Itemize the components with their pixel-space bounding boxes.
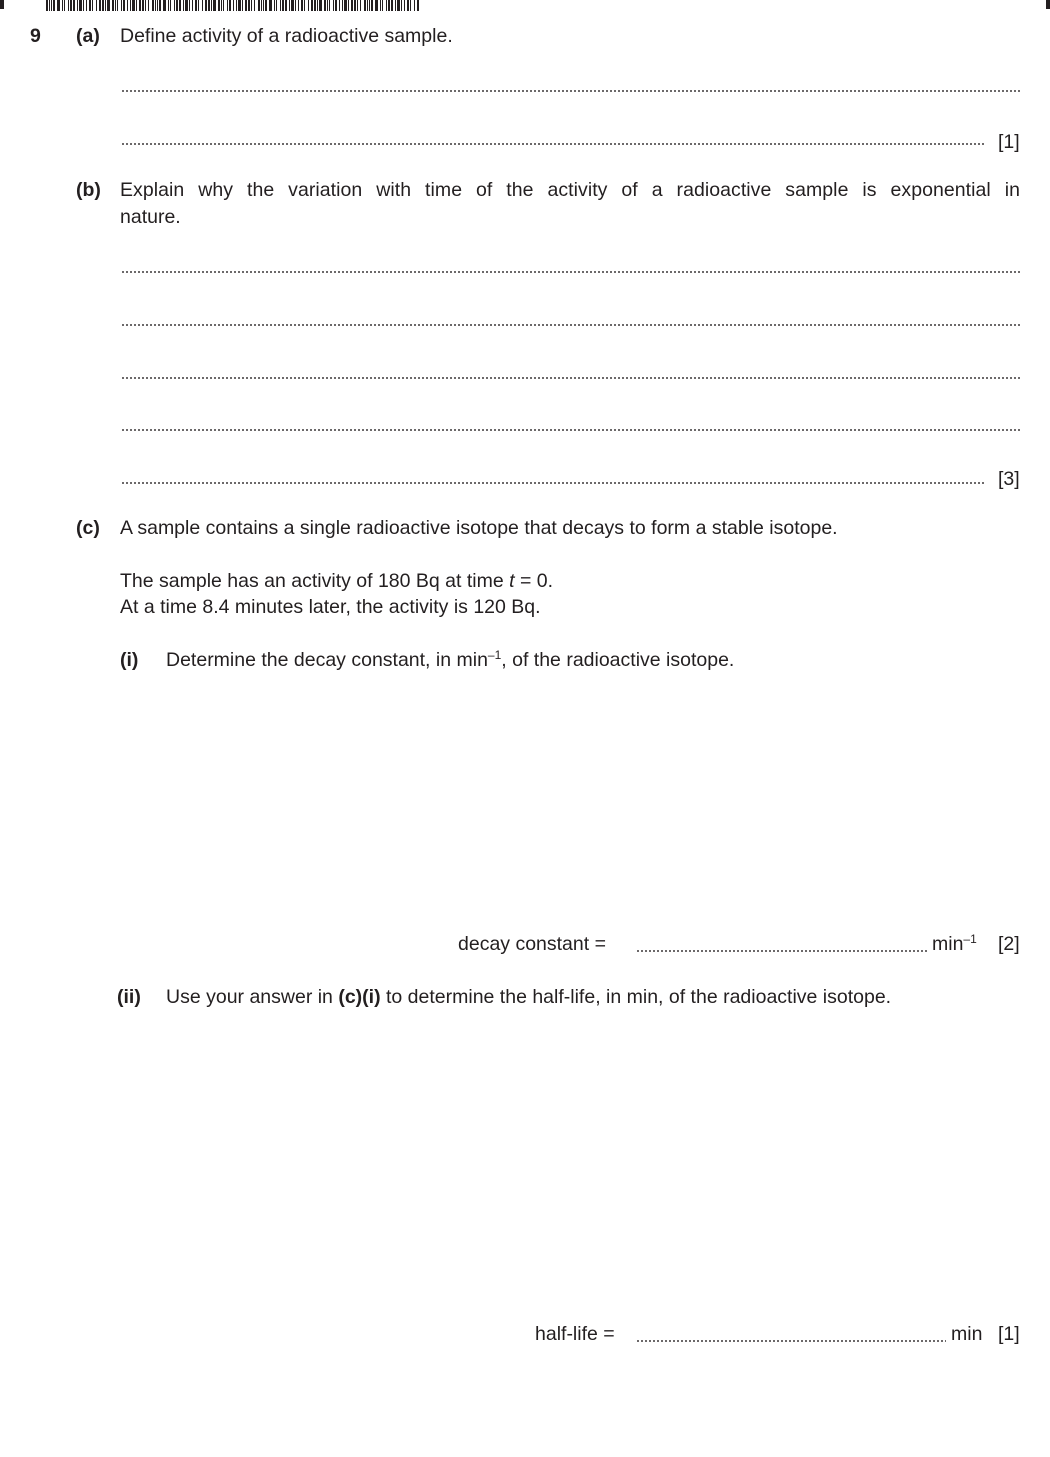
part-b-answer-line-1[interactable] bbox=[121, 271, 1020, 273]
half-life-label: half-life = bbox=[535, 1323, 615, 1345]
part-b-marks: [3] bbox=[998, 468, 1020, 490]
sub-ii-text-post: to determine the half-life, in min, of the radioactive isotope. bbox=[380, 986, 892, 1008]
part-c-label: (c) bbox=[76, 517, 100, 539]
sub-ii-marks: [1] bbox=[998, 1323, 1020, 1345]
sub-i-question bbox=[166, 648, 735, 671]
part-b-question-line-2: nature. bbox=[120, 206, 181, 228]
info-line-1-post: = 0. bbox=[514, 570, 554, 592]
unit-min: min bbox=[932, 933, 964, 955]
decay-constant-answer-line[interactable] bbox=[636, 950, 928, 952]
sub-i-text-post: , of the radioactive isotope. bbox=[501, 649, 735, 671]
unit-sup: –1 bbox=[963, 932, 977, 946]
part-b-answer-line-5[interactable] bbox=[121, 482, 984, 484]
info-line-1-pre: The sample has an activity of 180 Bq at time bbox=[120, 570, 510, 592]
sub-ii-label: (ii) bbox=[117, 986, 141, 1008]
barcode bbox=[46, 0, 420, 11]
sub-i-text-pre: Determine the decay constant, in min bbox=[166, 649, 488, 671]
part-a-question: Define activity of a radioactive sample. bbox=[120, 25, 453, 47]
part-b-answer-line-2[interactable] bbox=[121, 324, 1020, 326]
registration-mark-left bbox=[0, 0, 4, 9]
half-life-answer-line[interactable] bbox=[636, 1340, 946, 1342]
part-a-answer-line-1[interactable] bbox=[121, 90, 1020, 92]
part-c-info-line-1 bbox=[120, 572, 553, 592]
part-a-label: (a) bbox=[76, 25, 100, 47]
sub-i-marks: [2] bbox=[998, 933, 1020, 955]
sub-ii-question bbox=[166, 988, 891, 1008]
time-variable: t bbox=[509, 570, 515, 592]
sub-ii-text-ref: (c)(i) bbox=[338, 986, 381, 1008]
decay-constant-label: decay constant = bbox=[458, 933, 606, 955]
half-life-unit: min bbox=[951, 1323, 983, 1345]
sub-ii-text-pre: Use your answer in bbox=[166, 986, 339, 1008]
part-b-answer-line-4[interactable] bbox=[121, 429, 1020, 431]
part-c-intro: A sample contains a single radioactive isotope that decays to form a stable isotope. bbox=[120, 517, 838, 539]
part-b-question-line-1: Explain why the variation with time of the activity of a radioactive sample is exponential in bbox=[120, 179, 1020, 201]
part-a-answer-line-2[interactable] bbox=[121, 143, 984, 145]
question-number: 9 bbox=[30, 25, 41, 47]
part-b-label: (b) bbox=[76, 179, 101, 201]
part-b-answer-line-3[interactable] bbox=[121, 377, 1020, 379]
sub-i-text-sup: –1 bbox=[487, 648, 502, 662]
sub-i-label: (i) bbox=[120, 649, 139, 671]
part-a-marks: [1] bbox=[998, 131, 1020, 153]
decay-constant-unit bbox=[932, 932, 977, 955]
registration-mark-right bbox=[1046, 0, 1050, 9]
part-c-info-line-2: At a time 8.4 minutes later, the activity is 120 Bq. bbox=[120, 596, 541, 618]
